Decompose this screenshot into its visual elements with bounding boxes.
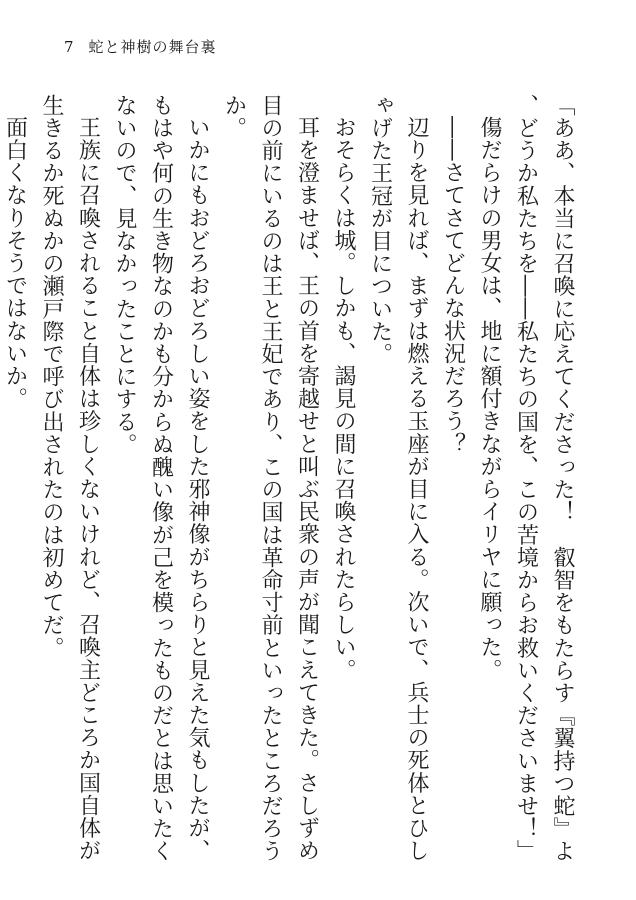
paragraph: いかにもおどろおどろしい姿をした邪神像がちらりと見えた気もしたが、もはや何の生き物なのかも分からぬ醜い像が己を模ったものだとは思いたくないので、見なかったことにする。 (112, 94, 210, 863)
vertical-body-text (2, 94, 580, 874)
chapter-title: 蛇と神樹の舞台裏 (88, 38, 217, 56)
paragraph: 辺りを見れば、まずは燃える玉座が目に入る。次いで、兵士の死体とひしゃげた王冠が目についた。 (367, 94, 429, 862)
paragraph: 傷だらけの男女は、地に額付きながらイリヤに願った。 (477, 116, 502, 681)
paragraph: ――さてさてどんな状況だろう？ (440, 116, 466, 455)
paragraph: おそらくは城。しかも、謁見の間に召喚されたらしい。 (331, 116, 356, 681)
paragraph: 王族に召喚されること自体は珍しくないけれど、召喚主どころか国自体が生きるか死ぬかの瀬戸際で呼び出されたのは初めてだ。 (39, 94, 101, 862)
paragraph: 面白くなりそうではないか。 (2, 116, 28, 410)
paragraph: 耳を澄ませば、王の首を寄越せと叫ぶ民衆の声が聞こえてきた。さしずめ目の前にいるのは王と王妃であり、この国は革命寸前といったところだろうか。 (221, 94, 320, 863)
paragraph-dialogue: 「ああ、本当に召喚に応えてくださった！ 叡智をもたらす『翼持つ蛇』よ、どうか私たちを――私たちの国を、この苦境からお救いくださいませ！」 (513, 94, 575, 863)
page-number: 7 (64, 38, 75, 56)
running-header (64, 36, 217, 57)
